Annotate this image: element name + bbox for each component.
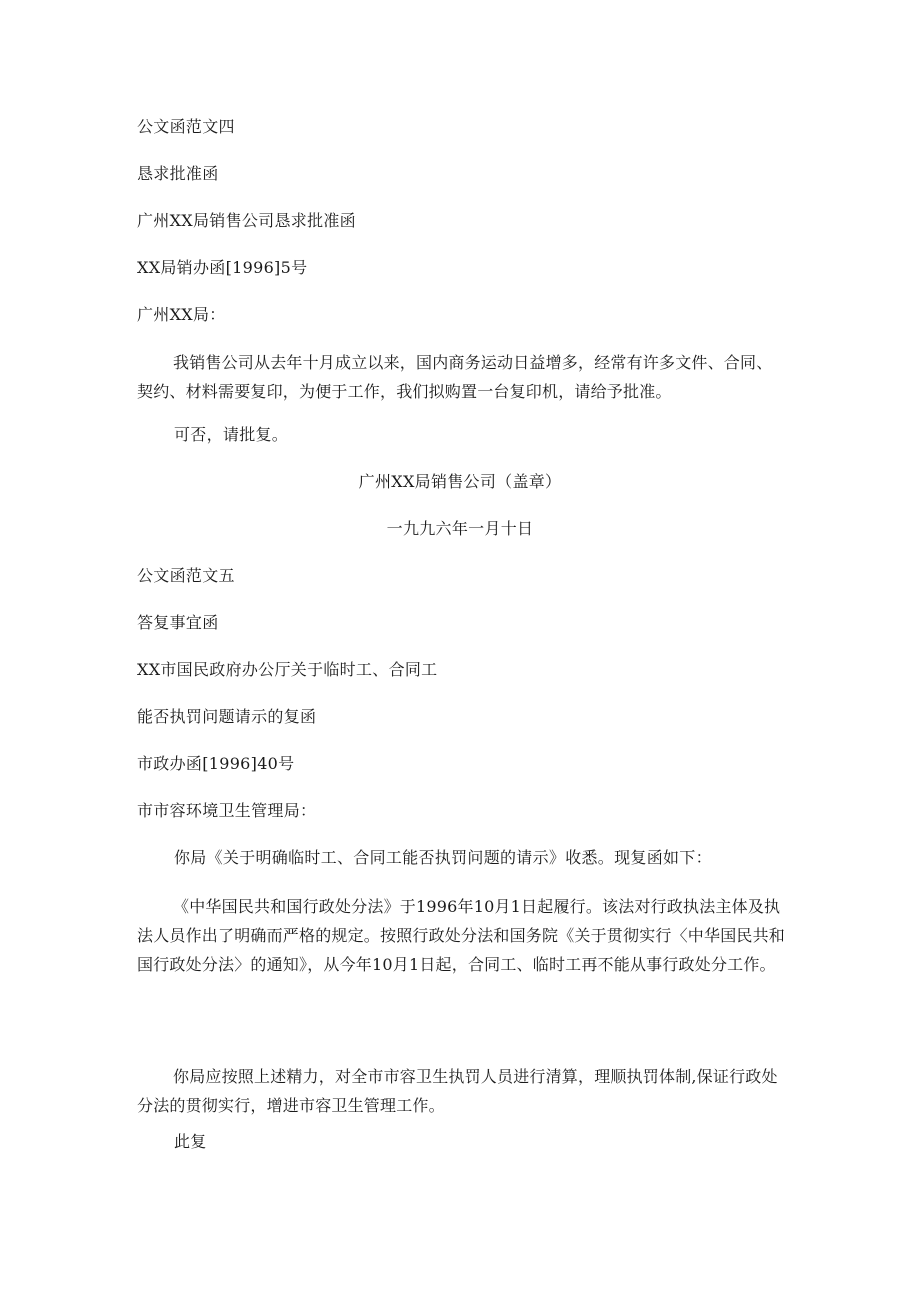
sample5-closing: 此复 <box>174 1132 207 1151</box>
sample4-signature: 广州XX局销售公司（盖章） <box>358 472 562 491</box>
sample4-heading: 公文函范文四 <box>137 117 235 136</box>
sample4-closing: 可否，请批复。 <box>174 425 289 444</box>
sample5-addressee: 市市容环境卫生管理局： <box>137 801 317 820</box>
sample5-heading: 公文函范文五 <box>137 566 235 585</box>
sample4-letter-title: 广州XX局销售公司恳求批准函 <box>137 211 356 230</box>
sample5-paragraph-2: 《中华国民共和国行政处分法》于1996年10月1日起履行。该法对行政执法主体及执法人员作出了明确而严格的规定。按照行政处分法和国务院《关于贯彻实行〈中华国民共和国行政处分法〉的通知》，从今年10月1日起，合同工、临时工再不能从事行政处分工作。 <box>137 897 786 974</box>
sample4-letter-type: 恳求批准函 <box>137 164 219 183</box>
sample4-document-number: XX局销办函[1996]5号 <box>137 258 308 277</box>
sample5-letter-title-line2: 能否执罚问题请示的复函 <box>137 707 317 726</box>
sample5-paragraph-3: 你局应按照上述精力，对全市市容卫生执罚人员进行清算，理顺执罚体制,保证行政处分法的贯彻实行，增进市容卫生管理工作。 <box>137 1067 778 1115</box>
sample5-document-number: 市政办函[1996]40号 <box>137 754 295 773</box>
sample4-date: 一九九六年一月十日 <box>386 519 534 538</box>
sample5-letter-title-line1: XX市国民政府办公厅关于临时工、合同工 <box>137 660 438 679</box>
sample4-addressee: 广州XX局： <box>137 305 226 324</box>
sample4-body-paragraph: 我销售公司从去年十月成立以来，国内商务运动日益增多，经常有许多文件、合同、契约、材料需要复印，为便于工作，我们拟购置一台复印机，请给予批准。 <box>137 353 773 401</box>
sample5-paragraph-1: 你局《关于明确临时工、合同工能否执罚问题的请示》收悉。现复函如下： <box>174 848 712 867</box>
sample5-letter-type: 答复事宜函 <box>137 613 219 632</box>
